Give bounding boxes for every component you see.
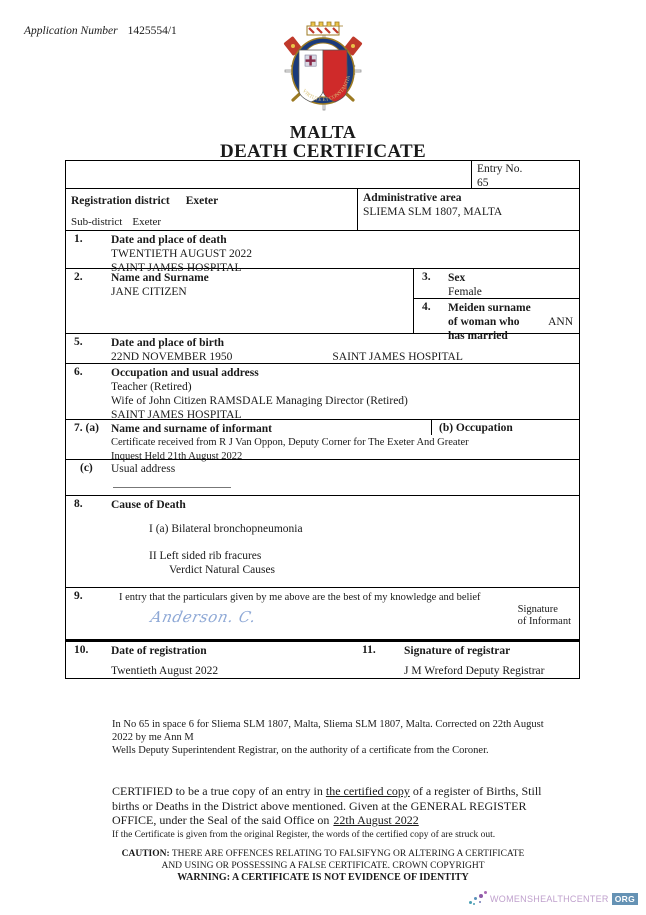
entry-no-value: 65: [477, 177, 489, 189]
table-row-registration-district: [66, 189, 579, 231]
entry-no-cell: [471, 161, 579, 188]
table-row-2-name-surname: [66, 269, 579, 342]
correction-note: [112, 718, 562, 757]
row-4-number: 4.: [422, 301, 431, 313]
row-4-label-line-3: has married: [448, 330, 508, 342]
watermark-dots-icon: [469, 891, 489, 907]
table-row-3-sex: [414, 269, 579, 299]
row-6-number: 6.: [74, 366, 83, 378]
row-2-value: JANE CITIZEN: [111, 286, 187, 298]
row-5-label: Date and place of birth: [111, 337, 225, 349]
cause-2: II Left sided rib fracures: [149, 550, 262, 562]
row-6-value-line-3: SAINT JAMES HOSPITAL: [111, 409, 242, 421]
sub-district-value: Exeter: [132, 216, 162, 228]
registration-district-cell: [66, 189, 357, 230]
registration-district-label: Registration district: [71, 195, 170, 207]
administrative-area-value: SLIEMA SLM 1807, MALTA: [363, 206, 503, 218]
informant-signature: Anderson. C.: [149, 608, 258, 626]
row-1-value-line-2: SAINT JAMES HOSPITAL: [111, 262, 242, 274]
row-1-value-line-1: TWENTIETH AUGUST 2022: [111, 248, 252, 260]
table-row-5-date-place-birth: [66, 334, 579, 364]
caution-label: CAUTION:: [121, 849, 170, 859]
certified-part-2: of a register of Births, Still births or Deaths in the District above mentioned. Given at the GENERAL REGISTER OFFICE, under the Seal of the said Office on: [112, 784, 542, 827]
row-9-number: 9.: [74, 590, 83, 602]
declaration-text: I entry that the particulars given by me above are the best of my knowledge and belief: [119, 592, 481, 603]
row-5-value-date: 22ND NOVEMBER 1950: [111, 351, 233, 363]
watermark-text: WOMENSHEALTHCENTER: [489, 894, 609, 904]
signature-caption-line-1: Signature: [517, 604, 558, 615]
row-4-value: ANN: [548, 316, 573, 328]
cause-2-verdict: Verdict Natural Causes: [169, 564, 276, 576]
row-1-label: Date and place of death: [111, 234, 227, 246]
cause-1a: I (a) Bilateral bronchopneumonia: [149, 523, 303, 535]
administrative-area-label: Administrative area: [363, 192, 462, 204]
row-5-values: [111, 350, 574, 364]
row-3-content: [448, 269, 579, 298]
row-2-number: 2.: [74, 271, 83, 283]
application-number-value: 1425554/1: [127, 25, 177, 37]
row-2-content: [106, 269, 413, 333]
row-7a-number: 7. (a): [74, 422, 99, 434]
row-2-label: Name and Surname: [111, 272, 209, 284]
row-11-content: [399, 642, 579, 678]
row-7c-number: (c): [80, 462, 93, 474]
row-10-value: Twentieth August 2022: [111, 665, 219, 677]
table-row-6-occupation-address: [66, 364, 579, 420]
row-4-label-line-1: Meiden surname: [448, 302, 531, 314]
row-3-value: Female: [448, 286, 482, 298]
sub-district-group: [71, 216, 161, 228]
caution-line-1: [0, 849, 646, 861]
country-title: MALTA: [289, 122, 357, 142]
usual-address-rule: [113, 487, 231, 488]
table-row-7a-informant: [66, 420, 579, 460]
row-10-label: Date of registration: [111, 645, 207, 657]
row-4-label-line-2-text: of woman who: [448, 316, 520, 328]
row-6-value-line-1: Teacher (Retired): [111, 381, 192, 393]
row-7a-value-line-1: Certificate received from R J Van Oppon, Deputy Corner for The Exeter And Greater: [111, 437, 469, 448]
row-10-content: [106, 642, 357, 678]
table-row-10-registration: [66, 640, 579, 678]
row-11-label: Signature of registrar: [404, 645, 511, 657]
certified-underlined-phrase: the certified copy: [325, 784, 410, 798]
signature-caption-line-2: of Informant: [517, 616, 571, 627]
row-1-number: 1.: [74, 233, 83, 245]
malta-coat-of-arms-icon: [271, 14, 375, 126]
row-11-number: 11.: [362, 644, 376, 656]
registration-district-value: Exeter: [185, 195, 219, 207]
warning-line: WARNING: A CERTIFICATE IS NOT EVIDENCE OF IDENTITY: [177, 872, 469, 883]
row-7a-value-line-2: Inquest Held 21th August 2022: [111, 451, 243, 462]
document-title: DEATH CERTIFICATE: [220, 141, 426, 162]
row-2-right-column: [413, 269, 579, 342]
row-8-label: Cause of Death: [111, 499, 186, 511]
row-6-value-line-2: Wife of John Citizen RAMSDALE Managing Director (Retired): [111, 395, 408, 407]
row-11-value: J M Wreford Deputy Registrar: [404, 665, 545, 677]
row-5-content: [106, 334, 579, 363]
svg-text:VIRTUTE ET CONSTANTIA: VIRTUTE ET CONSTANTIA: [300, 75, 352, 104]
table-row-entry-no: [66, 161, 579, 189]
caution-line-2: AND USING OR POSSESSING A FALSE CERTIFICATE. CROWN COPYRIGHT: [161, 860, 485, 871]
coat-of-arms-container: [0, 14, 646, 126]
table-row-4-maiden-surname: [414, 299, 579, 342]
certified-fineprint: If the Certificate is given from the original Register, the words of the certified copy of are struck out.: [112, 829, 496, 840]
table-row-1-date-place-death: [66, 231, 579, 274]
caution-notice: [0, 849, 646, 884]
row-9-content: [106, 588, 579, 639]
sub-district-label: Sub-district: [71, 216, 123, 228]
certification-statement: [112, 784, 567, 841]
entry-no-label: Entry No.: [477, 163, 523, 175]
row-7a-content: [106, 420, 579, 462]
row-8-number: 8.: [74, 498, 83, 510]
row-10-number: 10.: [74, 644, 89, 656]
row-3-label: Sex: [448, 272, 466, 284]
note-line-1: In No 65 in space 6 for Sliema SLM 1807, Malta, Sliema SLM 1807, Malta. Corrected on 22th August: [112, 719, 544, 730]
occupation-divider: [431, 420, 432, 435]
watermark-logo: [469, 891, 638, 907]
certified-part-1: CERTIFIED to be a true copy of an entry in: [112, 784, 326, 798]
signature-caption: [518, 604, 571, 628]
row-3-number: 3.: [422, 271, 431, 283]
row-5-number: 5.: [74, 336, 83, 348]
table-row-8-cause-of-death: [66, 496, 579, 588]
row-1-content: [106, 231, 579, 274]
note-line-3: Wells Deputy Superintendent Registrar, on the authority of a certificate from the Coroner.: [112, 745, 489, 756]
row-4-content: [448, 299, 579, 342]
application-number-label: Application Number: [24, 25, 118, 37]
row-7b-label: (b) Occupation: [439, 422, 513, 434]
caution-text-1: THERE ARE OFFENCES RELATING TO FALSIFYNG OR ALTERING A CERTIFICATE: [169, 849, 525, 859]
entry-blank-cell: [66, 161, 471, 188]
row-7c-label: Usual address: [111, 463, 176, 475]
table-row-9-declaration: [66, 588, 579, 640]
row-6-label: Occupation and usual address: [111, 367, 259, 379]
row-5-value-place: SAINT JAMES HOSPITAL: [332, 351, 463, 363]
certificate-table: [65, 160, 580, 679]
row-4-label-line-2: [448, 315, 575, 329]
row-7a-label: Name and surname of informant: [111, 423, 272, 435]
table-row-7c-usual-address: [66, 460, 579, 496]
watermark-badge: ORG: [612, 893, 638, 905]
row-8-content: [106, 496, 579, 587]
row-6-content: [106, 364, 579, 419]
administrative-area-cell: [357, 189, 579, 230]
row-7c-content: [106, 460, 579, 495]
certified-date: 22th August 2022: [333, 813, 419, 827]
note-line-2: 2022 by me Ann M: [112, 732, 194, 743]
